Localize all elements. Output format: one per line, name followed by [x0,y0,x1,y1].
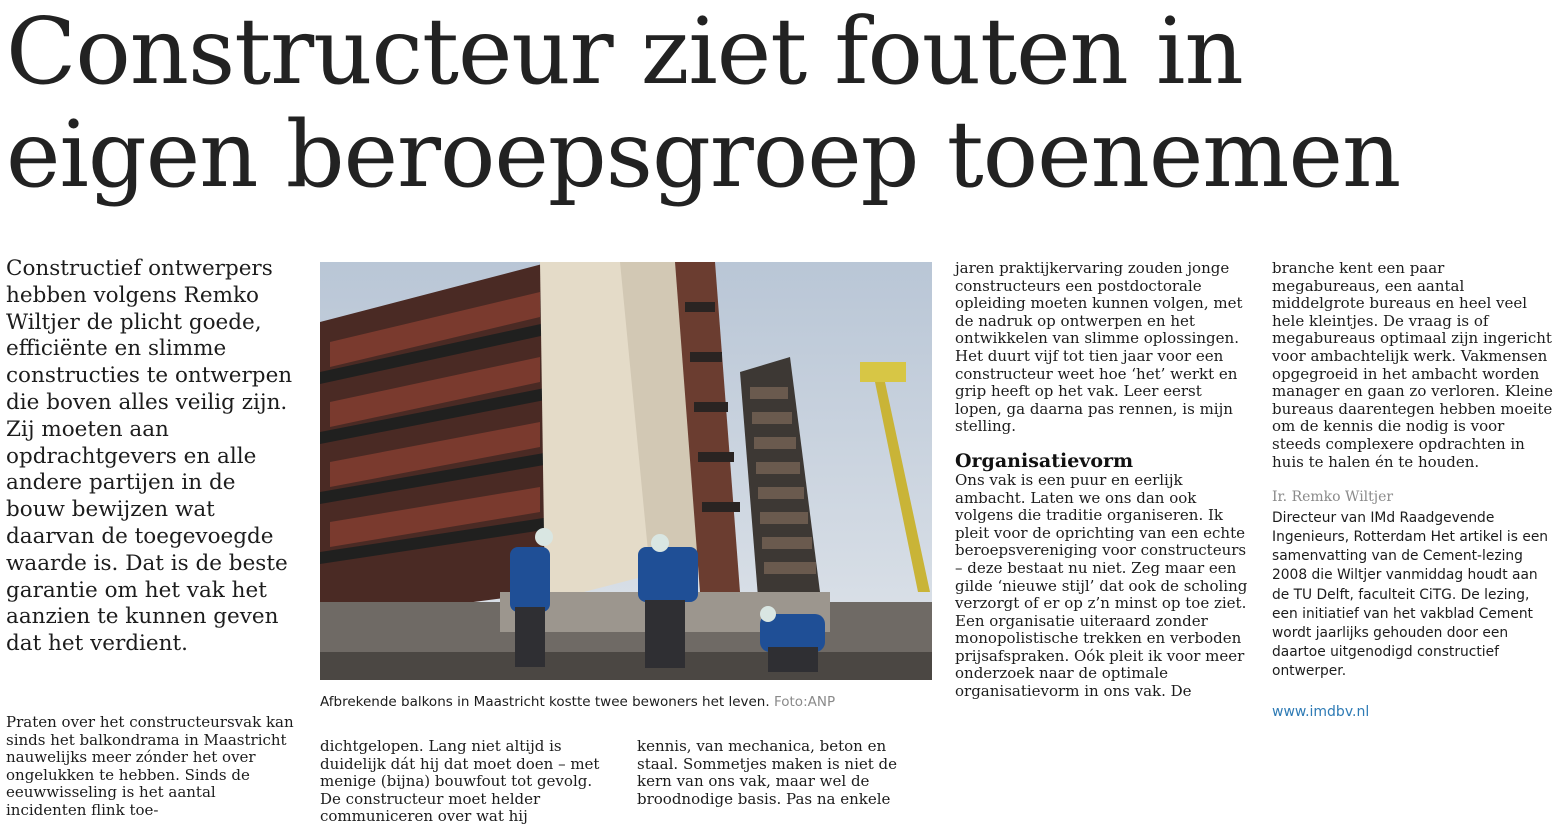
news-photo [320,262,932,680]
headline [6,0,1558,206]
building-photo [320,262,932,680]
body-text: Ons vak is een puur en eerlijk ambacht. Laten we ons dan ook volgens die traditie organiseren. Ik pleit voor de oprichting van een echte beroepsvereniging voor constructeurs – deze bestaat nu niet. Zeg maar een gilde ‘nieuwe stijl’ dat ook de scholing verzorgt of er op z’n minst op toe ziet. Een organisatie uiteraard zonder monopolistische trekken en verboden prijsafspraken. Oók pleit ik voor meer onderzoek naar de optimale organisatievorm in ons vak. De [955,470,1248,701]
body-text: dichtgelopen. Lang niet altijd is duidelijk dát hij dat moet doen – met menige (bijna) bouwfout tot gevolg. De constructeur moet helder communiceren over wat hij [320,737,600,826]
caption-text: Afbrekende balkons in Maastricht kostte twee bewoners het leven. [320,694,770,710]
photo-caption [320,694,932,710]
body-column-5 [1272,260,1556,721]
body-text: Praten over het constructeursvak kan sinds het balkondrama in Maastricht nauwelijks meer zónder het over ongelukken te hebben. Sinds de eeuwwisseling is het aantal incidenten flink toe- [6,713,294,819]
body-text: jaren praktijkervaring zouden jonge constructeurs een postdoctorale opleiding moeten kunnen volgen, met de nadruk op ontwerpen en het ontwikkelen van slimme oplossingen. Het duurt vijf tot tien jaar voor een constructeur weet hoe ‘het’ werkt en grip heeft op het vak. Leer eerst lopen, ga daarna pas rennen, is mijn stelling. [955,259,1243,436]
website-link[interactable]: www.imdbv.nl [1272,703,1370,720]
body-column-4 [955,260,1251,701]
headline-line-2: eigen beroepsgroep toenemen [6,101,1401,208]
section-subheading: Organisatievorm [955,449,1134,472]
author-name: Ir. Remko Wiltjer [1272,489,1394,506]
body-column-2 [320,738,612,826]
author-bio: Directeur van IMd Raadgevende Ingenieurs, Rotterdam Het artikel is een samenvatting van de Cement-lezing 2008 die Wiltjer vanmiddag houdt aan de TU Delft, faculteit CiTG. De lezing, een initiatief van het vakblad Cement wordt jaarlijks gehouden door een daartoe uitgenodigd constructief ontwerper. [1272,509,1549,680]
body-column-3 [637,738,929,808]
body-text: branche kent een paar megabureaus, een aantal middelgrote bureaus en heel veel hele kleintjes. De vraag is of megabureaus optimaal zijn ingericht voor ambachtelijk werk. Vakmensen opgegroeid in het ambacht worden manager en gaan zo verloren. Kleine bureaus daarentegen hebben moeite om de kennis die nodig is voor steeds complexere opdrachten in huis te halen én te houden. [1272,259,1553,471]
body-column-1 [6,714,298,820]
body-text: kennis, van mechanica, beton en staal. Sommetjes maken is niet de kern van ons vak, maar wel de broodnodige basis. Pas na enkele [637,737,898,808]
headline-line-1: Constructeur ziet fouten in [6,0,1243,105]
photo-credit: Foto:ANP [773,694,836,710]
lead-paragraph: Constructief ontwerpers hebben volgens Remko Wiltjer de plicht goede, efficiënte en slimme constructies te ontwerpen die boven alles veilig zijn. Zij moeten aan opdrachtgevers en alle andere partijen in de bouw bewijzen wat daarvan de toegevoegde waarde is. Dat is de beste garantie om het vak het aanzien te kunnen geven dat het verdient. [6,256,293,657]
